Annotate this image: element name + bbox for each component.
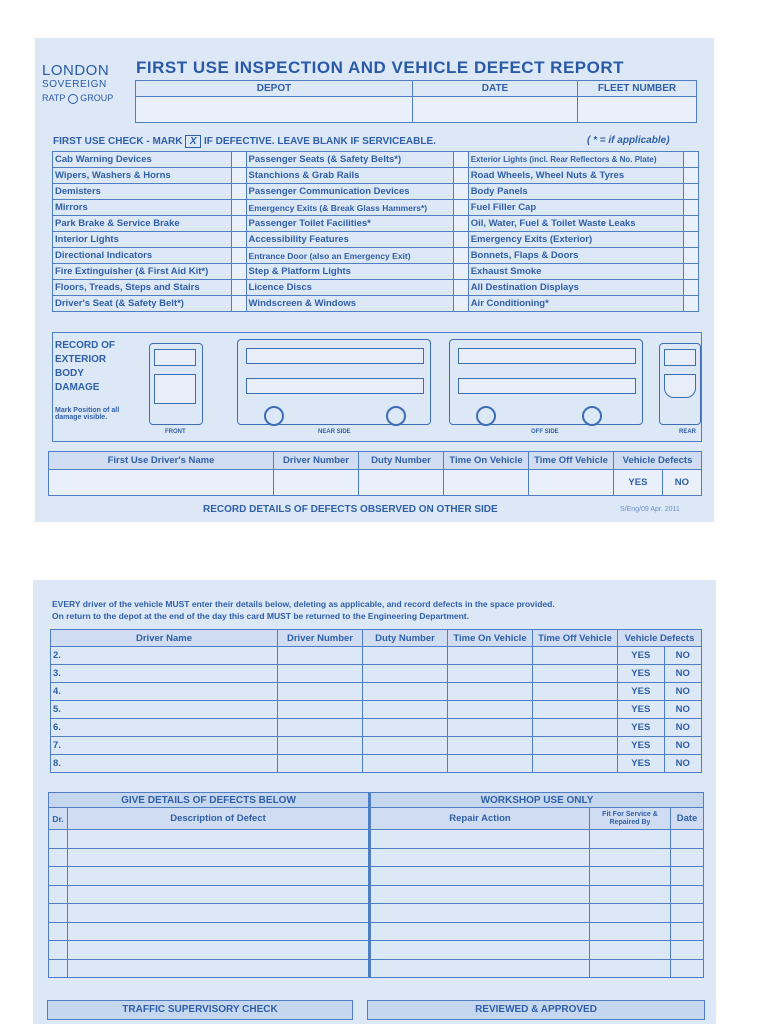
defect-dr-field[interactable]: [49, 885, 68, 904]
check-label: Accessibility Features: [246, 232, 453, 248]
defects-yes[interactable]: YES: [618, 719, 665, 737]
driver-number-field[interactable]: [278, 647, 363, 665]
check-box[interactable]: [684, 248, 699, 264]
repair-action-field[interactable]: [370, 867, 590, 886]
depot-field[interactable]: [136, 97, 413, 123]
col-first-driver-name: First Use Driver's Name: [49, 452, 274, 470]
check-row: [53, 200, 699, 216]
check-box[interactable]: [453, 152, 468, 168]
check-box[interactable]: [231, 200, 246, 216]
bus-front-icon[interactable]: [149, 343, 203, 425]
applicable-note: ( * = if applicable): [587, 135, 670, 146]
defect-dr-field[interactable]: [49, 922, 68, 941]
defects-yes[interactable]: YES: [618, 683, 665, 701]
check-label: Passenger Communication Devices: [246, 184, 453, 200]
defects-no[interactable]: NO: [664, 701, 701, 719]
logo-sovereign: SOVEREIGN: [42, 79, 107, 90]
defects-no[interactable]: NO: [664, 665, 701, 683]
col-date: DATE: [413, 81, 578, 97]
defect-row: [49, 904, 704, 923]
defects-no[interactable]: NO: [664, 755, 701, 773]
bus-near-side-icon[interactable]: [237, 339, 431, 425]
reviewed-head: REVIEWED & APPROVED: [367, 1000, 705, 1020]
repair-action-field[interactable]: [370, 848, 590, 867]
col-fit-for-service: Fit For Service & Repaired By: [590, 808, 671, 830]
defect-description-field[interactable]: [68, 904, 370, 923]
check-label: Cab Warning Devices: [53, 152, 232, 168]
duty-number-field[interactable]: [363, 701, 448, 719]
time-off-field[interactable]: [533, 755, 618, 773]
check-label: Passenger Seats (& Safety Belts*): [246, 152, 453, 168]
col-repair-action: Repair Action: [370, 808, 590, 830]
driver-name-field[interactable]: 2.: [51, 647, 278, 665]
repaired-by-field[interactable]: [590, 941, 671, 960]
report-title: FIRST USE INSPECTION AND VEHICLE DEFECT REPORT: [136, 58, 625, 77]
checks-table: [52, 151, 699, 312]
check-label: Emergency Exits (& Break Glass Hammers*): [246, 200, 453, 216]
driver-number-field[interactable]: [278, 701, 363, 719]
repair-action-field[interactable]: [370, 830, 590, 849]
check-label: Emergency Exits (Exterior): [468, 232, 683, 248]
check-box[interactable]: [684, 200, 699, 216]
driver-number-field[interactable]: [278, 683, 363, 701]
table-row: [51, 737, 702, 755]
col-driver-name: Driver Name: [51, 630, 278, 647]
check-instruction-b: IF DEFECTIVE. LEAVE BLANK IF SERVICEABLE.: [204, 136, 436, 147]
driver-name-field[interactable]: 6.: [51, 719, 278, 737]
header-table: [135, 80, 697, 123]
defect-description-field[interactable]: [68, 867, 370, 886]
damage-title-1: RECORD OF: [55, 340, 115, 351]
time-off-field[interactable]: [533, 737, 618, 755]
repair-action-field[interactable]: [370, 904, 590, 923]
repair-date-field[interactable]: [671, 904, 704, 923]
check-label: Mirrors: [53, 200, 232, 216]
check-box[interactable]: [453, 248, 468, 264]
col-depot: DEPOT: [136, 81, 413, 97]
check-label: Windscreen & Windows: [246, 296, 453, 312]
defects-no[interactable]: NO: [664, 737, 701, 755]
time-off-field[interactable]: [533, 665, 618, 683]
check-box[interactable]: [453, 168, 468, 184]
first-driver-table: [48, 451, 702, 496]
duty-number-field[interactable]: [363, 719, 448, 737]
date-field[interactable]: [413, 97, 578, 123]
driver-name-field[interactable]: 4.: [51, 683, 278, 701]
defects-no[interactable]: NO: [664, 683, 701, 701]
first-defects-yes[interactable]: YES: [614, 470, 663, 496]
check-row: [53, 280, 699, 296]
check-label: Interior Lights: [53, 232, 232, 248]
logo-group-text: GROUP: [80, 93, 114, 103]
footer-note: RECORD DETAILS OF DEFECTS OBSERVED ON OTHER SIDE: [203, 504, 498, 515]
logo-london: LONDON: [42, 62, 110, 79]
check-box[interactable]: [684, 152, 699, 168]
duty-number-field[interactable]: [363, 647, 448, 665]
ratp-logo-icon: [68, 94, 78, 104]
col-duty-number-back: Duty Number: [363, 630, 448, 647]
table-row: [51, 719, 702, 737]
check-label: Bonnets, Flaps & Doors: [468, 248, 683, 264]
check-box[interactable]: [453, 216, 468, 232]
repair-date-field[interactable]: [671, 885, 704, 904]
check-label: Air Conditioning*: [468, 296, 683, 312]
defect-dr-field[interactable]: [49, 830, 68, 849]
repair-date-field[interactable]: [671, 922, 704, 941]
first-duty-number-field[interactable]: [359, 470, 444, 496]
check-box[interactable]: [684, 264, 699, 280]
repair-date-field[interactable]: [671, 830, 704, 849]
col-fleet-number: FLEET NUMBER: [578, 81, 697, 97]
driver-number-field[interactable]: [278, 737, 363, 755]
check-label: Driver's Seat (& Safety Belt*): [53, 296, 232, 312]
defect-dr-field[interactable]: [49, 867, 68, 886]
time-on-field[interactable]: [448, 665, 533, 683]
repair-date-field[interactable]: [671, 959, 704, 978]
check-row: [53, 264, 699, 280]
time-off-field[interactable]: [533, 719, 618, 737]
defect-description-field[interactable]: [68, 922, 370, 941]
check-box[interactable]: [231, 280, 246, 296]
check-label: Wipers, Washers & Horns: [53, 168, 232, 184]
check-box[interactable]: [231, 232, 246, 248]
driver-name-field[interactable]: 5.: [51, 701, 278, 719]
check-box[interactable]: [231, 216, 246, 232]
fleet-number-field[interactable]: [578, 97, 697, 123]
driver-name-field[interactable]: 8.: [51, 755, 278, 773]
check-label: All Destination Displays: [468, 280, 683, 296]
time-on-field[interactable]: [448, 683, 533, 701]
workshop-head: WORKSHOP USE ONLY: [370, 793, 704, 808]
check-box[interactable]: [453, 280, 468, 296]
duty-number-field[interactable]: [363, 683, 448, 701]
col-time-off-back: Time Off Vehicle: [533, 630, 618, 647]
check-row: [53, 216, 699, 232]
repaired-by-field[interactable]: [590, 904, 671, 923]
defects-yes[interactable]: YES: [618, 647, 665, 665]
defect-description-field[interactable]: [68, 848, 370, 867]
defect-description-field[interactable]: [68, 830, 370, 849]
repair-date-field[interactable]: [671, 941, 704, 960]
repair-date-field[interactable]: [671, 848, 704, 867]
col-vehicle-defects: Vehicle Defects: [614, 452, 702, 470]
col-vehicle-defects-back: Vehicle Defects: [618, 630, 702, 647]
defect-description-field[interactable]: [68, 885, 370, 904]
repaired-by-field[interactable]: [590, 959, 671, 978]
damage-title-3: BODY: [55, 368, 84, 379]
repair-action-field[interactable]: [370, 959, 590, 978]
check-box[interactable]: [453, 296, 468, 312]
defect-dr-field[interactable]: [49, 941, 68, 960]
check-box[interactable]: [684, 232, 699, 248]
first-defects-no[interactable]: NO: [662, 470, 701, 496]
defects-yes[interactable]: YES: [618, 665, 665, 683]
damage-title-2: EXTERIOR: [55, 354, 107, 365]
repair-date-field[interactable]: [671, 867, 704, 886]
instruction-2: On return to the depot at the end of the day this card MUST be returned to the Engineering Department.: [52, 611, 470, 621]
check-row: [53, 296, 699, 312]
check-box[interactable]: [684, 296, 699, 312]
col-description: Description of Defect: [68, 808, 370, 830]
check-box[interactable]: [453, 184, 468, 200]
defect-dr-field[interactable]: [49, 959, 68, 978]
time-on-field[interactable]: [448, 719, 533, 737]
check-box[interactable]: [231, 296, 246, 312]
check-label: Step & Platform Lights: [246, 264, 453, 280]
defects-yes[interactable]: YES: [618, 737, 665, 755]
check-label: Directional Indicators: [53, 248, 232, 264]
check-label: Exhaust Smoke: [468, 264, 683, 280]
check-box[interactable]: [231, 184, 246, 200]
traffic-check-head: TRAFFIC SUPERVISORY CHECK: [47, 1000, 353, 1020]
view-rear-label: REAR: [679, 429, 697, 435]
check-label: Demisters: [53, 184, 232, 200]
driver-number-field[interactable]: [278, 755, 363, 773]
first-driver-name-field[interactable]: [49, 470, 274, 496]
col-driver-number: Driver Number: [274, 452, 359, 470]
duty-number-field[interactable]: [363, 755, 448, 773]
duty-number-field[interactable]: [363, 665, 448, 683]
col-time-off: Time Off Vehicle: [529, 452, 614, 470]
col-time-on: Time On Vehicle: [444, 452, 529, 470]
check-row: [53, 184, 699, 200]
driver-number-field[interactable]: [278, 719, 363, 737]
check-label: Floors, Treads, Steps and Stairs: [53, 280, 232, 296]
check-box[interactable]: [684, 168, 699, 184]
defects-no[interactable]: NO: [664, 647, 701, 665]
check-box[interactable]: [231, 248, 246, 264]
driver-name-field[interactable]: 7.: [51, 737, 278, 755]
check-box[interactable]: [684, 184, 699, 200]
check-instruction: [53, 135, 436, 148]
check-label: Park Brake & Service Brake: [53, 216, 232, 232]
repaired-by-field[interactable]: [590, 885, 671, 904]
duty-number-field[interactable]: [363, 737, 448, 755]
repair-action-field[interactable]: [370, 922, 590, 941]
driver-name-field[interactable]: 3.: [51, 665, 278, 683]
col-driver-number-back: Driver Number: [278, 630, 363, 647]
repaired-by-field[interactable]: [590, 867, 671, 886]
repaired-by-field[interactable]: [590, 848, 671, 867]
defect-description-field[interactable]: [68, 959, 370, 978]
check-row: [53, 168, 699, 184]
check-box[interactable]: [231, 152, 246, 168]
drivers-table: [50, 629, 702, 773]
form-code: S/Eng/09 Apr. 2011: [620, 506, 680, 513]
table-row: [51, 647, 702, 665]
defect-row: [49, 959, 704, 978]
check-label: Body Panels: [468, 184, 683, 200]
instruction-1: EVERY driver of the vehicle MUST enter their details below, deleting as applicable, and record defects in the space provided.: [52, 599, 555, 609]
time-on-field[interactable]: [448, 755, 533, 773]
damage-section: [52, 332, 702, 442]
repair-action-field[interactable]: [370, 885, 590, 904]
repair-action-field[interactable]: [370, 941, 590, 960]
repaired-by-field[interactable]: [590, 922, 671, 941]
logo-ratp: [42, 93, 113, 104]
check-label: Fuel Filler Cap: [468, 200, 683, 216]
check-box[interactable]: [684, 216, 699, 232]
time-off-field[interactable]: [533, 647, 618, 665]
check-instruction-a: FIRST USE CHECK - MARK: [53, 136, 183, 147]
defect-description-field[interactable]: [68, 941, 370, 960]
defect-row: [49, 830, 704, 849]
check-box[interactable]: [453, 264, 468, 280]
table-row: [51, 701, 702, 719]
defect-dr-field[interactable]: [49, 848, 68, 867]
back-card: [33, 580, 716, 1024]
time-off-field[interactable]: [533, 701, 618, 719]
damage-title-4: DAMAGE: [55, 382, 100, 393]
driver-number-field[interactable]: [278, 665, 363, 683]
view-near-side-label: NEAR SIDE: [318, 429, 351, 435]
check-box[interactable]: [231, 264, 246, 280]
check-label: Oil, Water, Fuel & Toilet Waste Leaks: [468, 216, 683, 232]
time-off-field[interactable]: [533, 683, 618, 701]
table-row: [51, 665, 702, 683]
col-date-back: Date: [671, 808, 704, 830]
check-label: Stanchions & Grab Rails: [246, 168, 453, 184]
defect-row: [49, 848, 704, 867]
view-off-side-label: OFF SIDE: [531, 429, 559, 435]
defect-row: [49, 941, 704, 960]
front-card: [35, 38, 714, 522]
defect-row: [49, 867, 704, 886]
bus-off-side-icon[interactable]: [449, 339, 643, 425]
check-row: [53, 152, 699, 168]
check-box[interactable]: [453, 232, 468, 248]
col-time-on-back: Time On Vehicle: [448, 630, 533, 647]
check-row: [53, 232, 699, 248]
col-dr: Dr.: [49, 808, 68, 830]
time-on-field[interactable]: [448, 737, 533, 755]
check-box[interactable]: [453, 200, 468, 216]
logo-ratp-text: RATP: [42, 93, 66, 103]
check-label: Road Wheels, Wheel Nuts & Tyres: [468, 168, 683, 184]
defects-yes[interactable]: YES: [618, 755, 665, 773]
damage-note: Mark Position of all damage visible.: [55, 407, 120, 421]
check-label: Fire Extinguisher (& First Aid Kit*): [53, 264, 232, 280]
first-driver-number-field[interactable]: [274, 470, 359, 496]
defects-no[interactable]: NO: [664, 719, 701, 737]
first-time-on-field[interactable]: [444, 470, 529, 496]
defects-table: [48, 792, 704, 978]
table-row: [51, 755, 702, 773]
repaired-by-field[interactable]: [590, 830, 671, 849]
time-on-field[interactable]: [448, 701, 533, 719]
defect-dr-field[interactable]: [49, 904, 68, 923]
check-box[interactable]: [684, 280, 699, 296]
view-front-label: FRONT: [165, 429, 186, 435]
check-label: Licence Discs: [246, 280, 453, 296]
first-time-off-field[interactable]: [529, 470, 614, 496]
damage-title: [55, 339, 115, 395]
defects-head: GIVE DETAILS OF DEFECTS BELOW: [49, 793, 370, 808]
check-box[interactable]: [231, 168, 246, 184]
defect-row: [49, 885, 704, 904]
check-label: Entrance Door (also an Emergency Exit): [246, 248, 453, 264]
table-row: [51, 683, 702, 701]
mark-box: X: [185, 135, 201, 148]
bus-rear-icon[interactable]: [659, 343, 701, 425]
defects-yes[interactable]: YES: [618, 701, 665, 719]
defect-row: [49, 922, 704, 941]
col-duty-number: Duty Number: [359, 452, 444, 470]
check-row: [53, 248, 699, 264]
time-on-field[interactable]: [448, 647, 533, 665]
check-label: Exterior Lights (incl. Rear Reflectors & No. Plate): [468, 152, 683, 168]
check-label: Passenger Toilet Facilities*: [246, 216, 453, 232]
